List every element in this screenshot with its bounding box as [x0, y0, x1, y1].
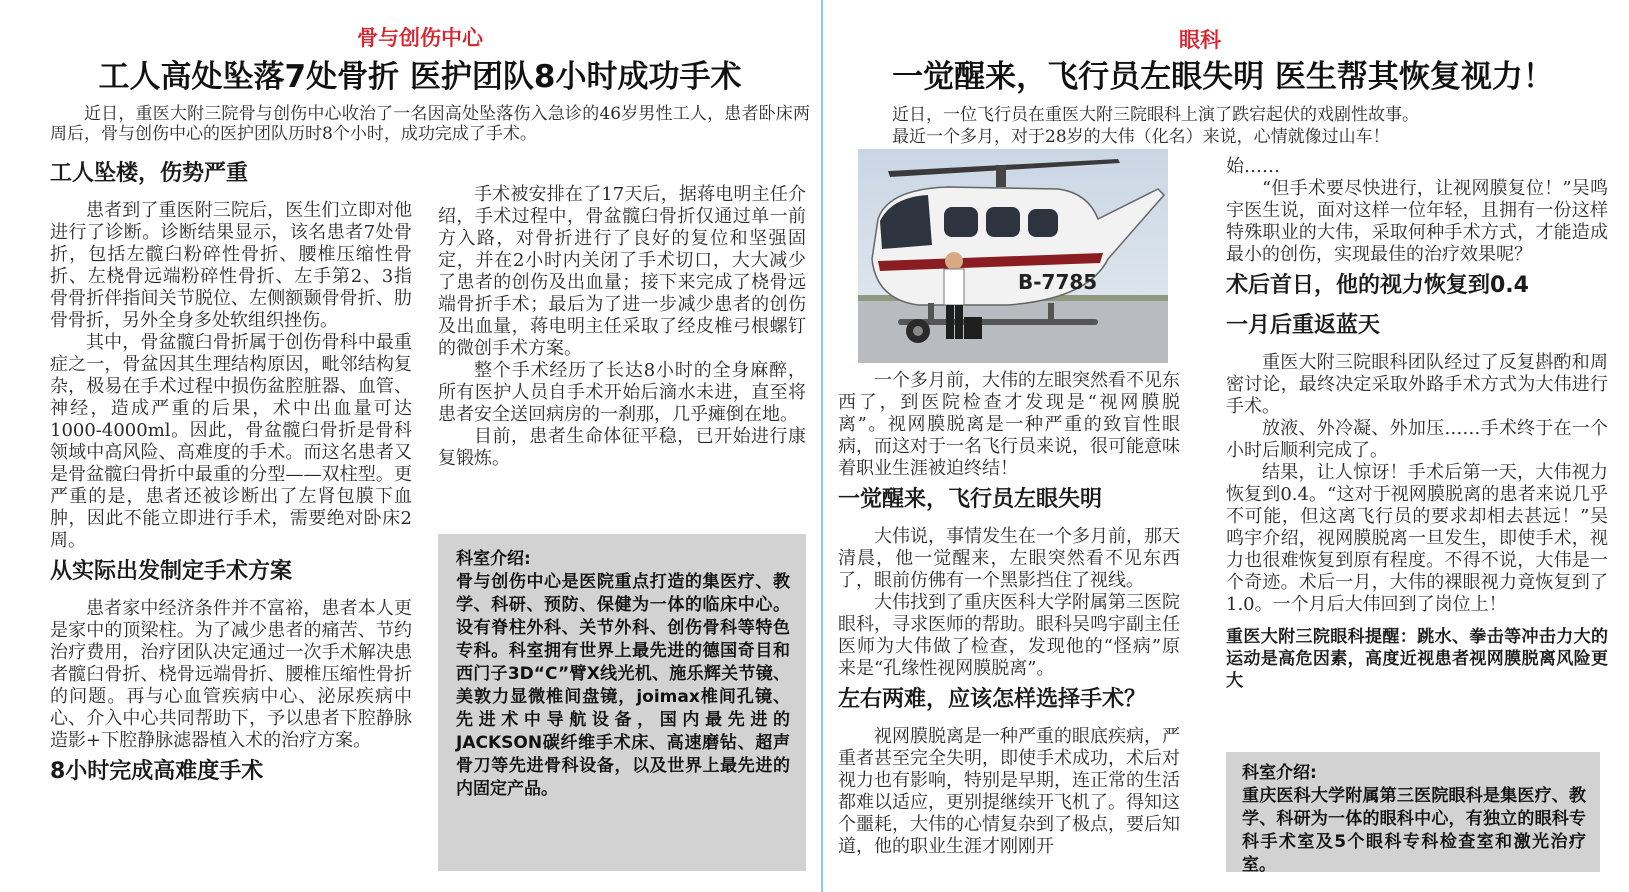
- right-column-2: [1226, 156, 1608, 692]
- right-department-intro-box: [1226, 752, 1600, 875]
- right-headline: 一觉醒来，飞行员左眼失明 医生帮其恢复视力！: [892, 59, 1554, 95]
- paragraph: 重医大附三院眼科团队经过了反复斟酌和周密讨论，最终决定采取外路手术方式为大伟进行手术。: [1226, 352, 1608, 417]
- paragraph: 视网膜脱离是一种严重的眼底疾病，严重者甚至完全失明，即使手术成功，术后对视力也有影响，特别是早期，连正常的生活都难以适应，更别提继续开飞机了。得知这个噩耗，大伟的心情复杂到了极点，要后知道，他的职业生涯才刚刚开: [838, 726, 1180, 857]
- right-intro: [858, 104, 1618, 148]
- section-heading: 术后首日，他的视力恢复到0.4: [1226, 273, 1529, 298]
- left-department-intro-box: [438, 534, 806, 871]
- paragraph: 大伟找到了重庆医科大学附属第三医院眼科，寻求医师的帮助。眼科吴鸣宇副主任医师为大伟做了检查，发现他的“怪病”原来是“孔缘性视网膜脱离”。: [838, 592, 1180, 679]
- right-column-1: [838, 370, 1180, 858]
- helicopter-photo-icon: [858, 149, 1168, 363]
- left-column-2: [438, 184, 806, 470]
- eye-care-tip: 重医大附三院眼科提醒：跳水、拳击等冲击力大的运动是高危因素，高度近视患者视网膜脱离风险更大: [1226, 627, 1608, 691]
- left-column-1: [50, 160, 412, 798]
- left-intro: 近日，重医大附三院骨与创伤中心收治了一名因高处坠落伤入急诊的46岁男性工人，患者卧床两周后，骨与创伤中心的医护团队历时8个小时，成功完成了手术。: [50, 104, 810, 144]
- section-heading: 一觉醒来，飞行员左眼失明: [838, 487, 1103, 512]
- paragraph: 其中，骨盆髋臼骨折属于创伤骨科中最重症之一，骨盆因其生理结构原因，毗邻结构复杂，极易在手术过程中损伤盆腔脏器、血管、神经，造成严重的后果，术中出血量可达1000-4000ml。因此，骨盆髋臼骨折是骨科领域中高风险、高难度的手术。而这名患者又是骨盆髋臼骨折中最重的分型——双柱型。更严重的是，患者还被诊断出了左肾包膜下血肿，因此不能立即进行手术，需要绝对卧床2周。: [50, 332, 412, 551]
- section-heading: 一月后重返蓝天: [1226, 313, 1381, 338]
- paragraph: 放液、外冷凝、外加压……手术终于在一个小时后顺利完成了。: [1226, 418, 1608, 461]
- section-heading: 左右两难，应该怎样选择手术？: [838, 687, 1147, 712]
- section-heading: 工人坠楼，伤势严重: [50, 161, 249, 186]
- right-intro-line-1: 近日，一位飞行员在重医大附三院眼科上演了跌宕起伏的戏剧性故事。: [892, 105, 1419, 125]
- paragraph: 手术被安排在了17天后，据蒋电明主任介绍，手术过程中，骨盆髋臼骨折仅通过单一前方入路，对骨折进行了良好的复位和坚强固定，并在2小时内关闭了手术切口，大大减少了患者的创伤及出血量；接下来完成了桡骨远端骨折手术；最后为了进一步减少患者的创伤及出血量，蒋电明主任采取了经皮椎弓根螺钉的微创手术方案。: [438, 184, 806, 359]
- section-heading: 从实际出发制定手术方案: [50, 559, 293, 584]
- section-heading: 8小时完成高难度手术: [50, 759, 264, 784]
- paragraph: 始……: [1226, 156, 1280, 177]
- paragraph: 一个多月前，大伟的左眼突然看不见东西了，到医院检查才发现是“视网膜脱离”。视网膜脱离是一种严重的致盲性眼病，而这对于一名飞行员来说，很可能意味着职业生涯被迫终结！: [838, 370, 1180, 479]
- paragraph: 整个手术经历了长达8小时的全身麻醉，所有医护人员自手术开始后滴水未进，直至将患者安全送回病房的一刹那，几乎瘫倒在地。: [438, 360, 806, 425]
- left-department-tag: 骨与创伤中心: [357, 26, 483, 50]
- left-box-title: 科室介绍:: [456, 549, 531, 569]
- paragraph: “但手术要尽快进行，让视网膜复位！”吴鸣宇医生说，面对这样一位年轻，且拥有一份这样特殊职业的大伟，采取何种手术方式，才能造成最小的创伤，实现最佳的治疗效果呢？: [1226, 178, 1608, 265]
- left-box-text: 骨与创伤中心是医院重点打造的集医疗、教学、科研、预防、保健为一体的临床中心。设有脊柱外科、关节外科、创伤骨科等特色专科。科室拥有世界上最先进的德国奇目和西门子3D“C”臂X线光机、施乐辉关节镜、美敦力显微椎间盘镜，joimax椎间孔镜、先进术中导航设备，国内最先进的JACKSON碳纤维手术床、高速磨钻、超声骨刀等先进骨科设备，以及世界上最先进的内固定产品。: [456, 572, 790, 799]
- paragraph: 目前，患者生命体征平稳，已开始进行康复锻炼。: [438, 426, 806, 469]
- helicopter-registration: B-7785: [1018, 270, 1098, 294]
- paragraph: 结果，让人惊讶！手术后第一天，大伟视力恢复到0.4。“这对于视网膜脱离的患者来说几乎不可能，但这离飞行员的要求却相去甚远！”吴鸣宇介绍，视网膜脱离一旦发生，即使手术，视力也很难恢复到原有程度。不得不说，大伟是一个奇迹。术后一月，大伟的裸眼视力竟恢复到了1.0。一个月后大伟回到了岗位上！: [1226, 462, 1608, 615]
- right-department-tag: 眼科: [1179, 28, 1221, 52]
- column-divider: [821, 0, 823, 892]
- paragraph: 患者家中经济条件并不富裕，患者本人更是家中的顶梁柱。为了减少患者的痛苦、节约治疗费用，治疗团队决定通过一次手术解决患者髋臼骨折、桡骨远端骨折、腰椎压缩性骨折的问题。再与心血管疾病中心、泌尿疾病中心、介入中心共同帮助下，予以患者下腔静脉造影+下腔静脉滤器植入术的治疗方案。: [50, 598, 412, 751]
- right-intro-line-2: 最近一个多月，对于28岁的大伟（化名）来说，心情就像过山车！: [892, 127, 1390, 147]
- paragraph: 大伟说，事情发生在一个多月前，那天清晨，他一觉醒来，左眼突然看不见东西了，眼前仿佛有一个黑影挡住了视线。: [838, 526, 1180, 591]
- helicopter-photo: [858, 149, 1168, 363]
- left-headline: 工人高处坠落7处骨折 医护团队8小时成功手术: [98, 59, 742, 95]
- paragraph: 患者到了重医附三院后，医生们立即对他进行了诊断。诊断结果显示，该名患者7处骨折，包括左髋臼粉碎性骨折、腰椎压缩性骨折、左桡骨远端粉碎性骨折、左手第2、3指骨骨折伴指间关节脱位、左侧额颞骨骨折、肋骨骨折，另外全身多处软组织挫伤。: [50, 200, 412, 331]
- right-box-title: 科室介绍:: [1242, 763, 1317, 783]
- right-box-text: 重庆医科大学附属第三医院眼科是集医疗、教学、科研为一体的眼科中心，有独立的眼科专科手术室及5个眼科专科检查室和激光治疗室。: [1242, 786, 1586, 875]
